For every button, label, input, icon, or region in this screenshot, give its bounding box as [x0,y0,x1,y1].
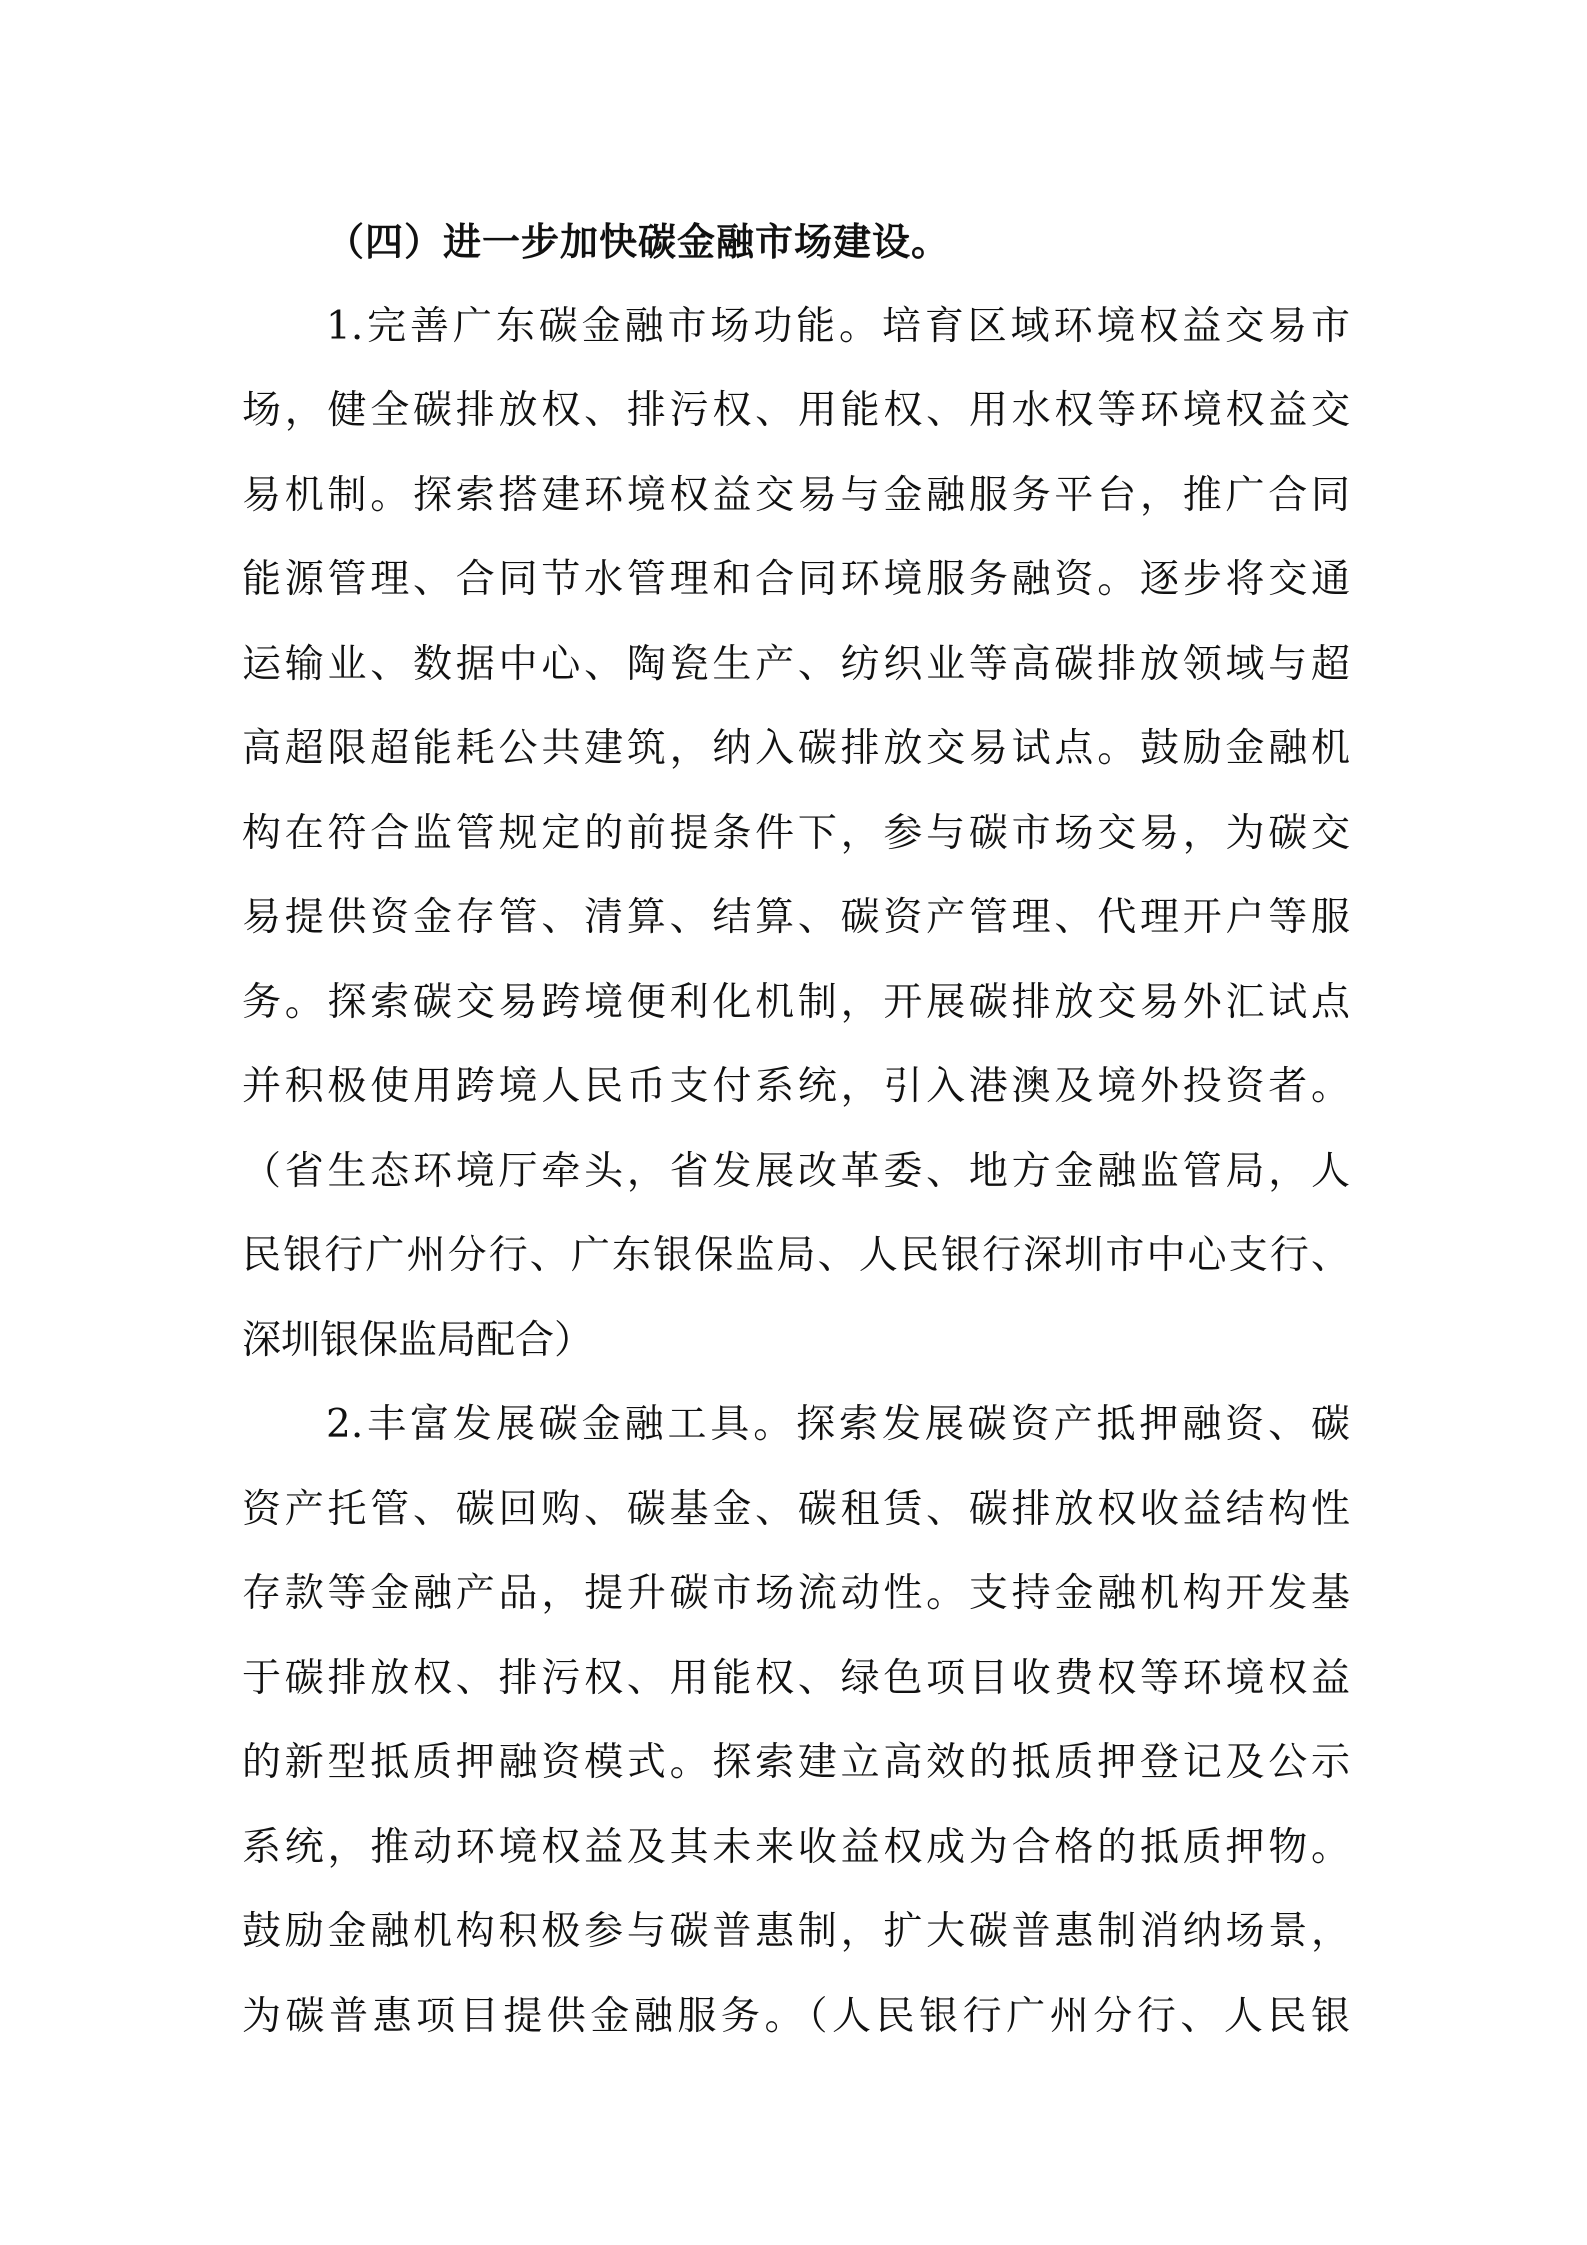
paragraph-line: 资产托管、碳回购、碳基金、碳租赁、碳排放权收益结构性 [242,1486,1350,1532]
paragraph-line: 为碳普惠项目提供金融服务。（人民银行广州分行、人民银 [242,1993,1350,2039]
paragraph-line: 于碳排放权、排污权、用能权、绿色项目收费权等环境权益 [242,1655,1350,1701]
paragraph-1 [242,285,1350,1384]
section-heading: （四）进一步加快碳金融市场建设。 [326,220,951,264]
paragraph-line: 务。探索碳交易跨境便利化机制，开展碳排放交易外汇试点 [242,979,1350,1025]
paragraph-line: 1.完善广东碳金融市场功能。培育区域环境权益交易市 [326,303,1350,349]
paragraph-line: 系统，推动环境权益及其未来收益权成为合格的抵质押物。 [242,1824,1350,1870]
document-page [242,200,1350,2059]
paragraph-line: 民银行广州分行、广东银保监局、人民银行深圳市中心支行、 [242,1233,1350,1278]
paragraph-line: 运输业、数据中心、陶瓷生产、纺织业等高碳排放领域与超 [242,641,1350,687]
paragraph-line: 存款等金融产品，提升碳市场流动性。支持金融机构开发基 [242,1571,1350,1616]
paragraph-line: 鼓励金融机构积极参与碳普惠制，扩大碳普惠制消纳场景， [242,1909,1350,1954]
paragraph-line: 并积极使用跨境人民币支付系统，引入港澳及境外投资者。 [242,1064,1350,1109]
paragraph-line: 的新型抵质押融资模式。探索建立高效的抵质押登记及公示 [242,1740,1350,1785]
paragraph-line: 构在符合监管规定的前提条件下，参与碳市场交易，为碳交 [242,810,1350,856]
paragraph-line: （省生态环境厅牵头，省发展改革委、地方金融监管局，人 [242,1148,1350,1194]
paragraph-2 [242,1383,1350,2059]
paragraph-line: 深圳银保监局配合） [242,1317,594,1363]
paragraph-line: 易提供资金存管、清算、结算、碳资产管理、代理开户等服 [242,895,1350,940]
paragraph-line: 易机制。探索搭建环境权益交易与金融服务平台，推广合同 [242,472,1350,518]
paragraph-line: 场，健全碳排放权、排污权、用能权、用水权等环境权益交 [242,388,1350,433]
paragraph-line: 2.丰富发展碳金融工具。探索发展碳资产抵押融资、碳 [326,1402,1350,1447]
paragraph-line: 能源管理、合同节水管理和合同环境服务融资。逐步将交通 [242,557,1350,602]
paragraph-line: 高超限超能耗公共建筑，纳入碳排放交易试点。鼓励金融机 [242,726,1350,771]
